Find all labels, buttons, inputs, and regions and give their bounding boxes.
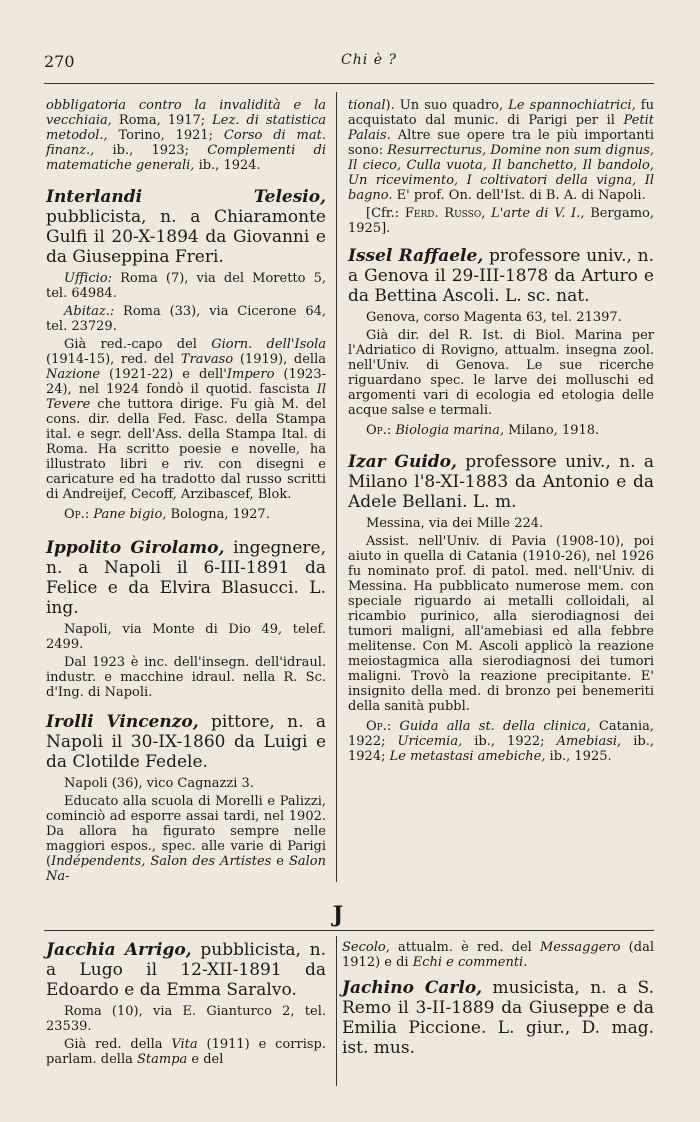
entry-name: Irolli Vincenzo, <box>46 712 199 732</box>
running-head: Chi è ? <box>341 52 397 68</box>
entry-heading: musicista, n. a S. Remo il 3-II-1889 da Giuseppe e da Emilia Piccione. L. giur., D. mag. ist. mus. <box>342 978 654 1058</box>
entry-heading: professore univ., n. a Genova il 29-III-1878 da Arturo e da Bettina Ascoli. L. sc. nat. <box>348 246 655 306</box>
entry-name: Izar Guido, <box>348 452 457 472</box>
continued-entry-text: Secolo, attualm. è red. del Messaggero (dal 1912) e di Echi e commenti. <box>342 940 654 970</box>
entry-interlandi <box>46 187 326 522</box>
entry-jacchia <box>46 940 326 1067</box>
entry-body: Educato alla scuola di Morelli e Palizzi, cominciò ad esporre assai tardi, nel 1902. Da allora ha figurato sempre nelle maggiori espos., spec. alle varie di Parigi (Indépendents, Salon des Artistes e Salon Na- <box>46 794 326 884</box>
entry-jachino <box>342 978 654 1058</box>
entry-name: Issel Raffaele, <box>348 246 484 266</box>
entry-body: Già red. della Vita (1911) e corrisp. parlam. della Stampa e del <box>46 1037 326 1067</box>
entry-address: Napoli (36), vico Cagnazzi 3. <box>64 776 254 791</box>
page-header <box>44 52 654 74</box>
column-left-bottom <box>46 940 326 1067</box>
entry-address: Genova, corso Magenta 63, tel. 21397. <box>366 310 622 325</box>
continued-entry-text: tional). Un suo quadro, Le spannochiatrici, fu acquistato dal munic. di Parigi per il Petit Palais. Altre sue opere tra le più importanti sono: Resurrecturus, Domine non sum dignus, Il cieco, Culla vuota, Il banchetto, Il bandolo, Un ricevimento, I coltivatori della vigna, Il bagno. E' prof. On. dell'Ist. di B. A. di Napoli. <box>348 98 654 203</box>
section-letter: J <box>332 902 344 928</box>
entry-home: Abitaz.: Roma (33), via Cicerone 64, tel. 23729. <box>46 304 326 334</box>
entry-name: Jachino Carlo, <box>342 978 483 998</box>
entry-issel <box>348 246 654 438</box>
entry-body: Già red.-capo del Giorn. dell'Isola (1914-15), red. del Travaso (1919), della Nazione (1921-22) e dell'Impero (1923-24), nel 1924 fondò il quotid. fascista Il Tevere che tuttora dirige. Fu già M. del cons. dir. della Fed. Fasc. della Stampa ital. e segr. dell'Ass. della Stampa Ital. di Roma. Ha scritto poesie e novelle, ha illustrato libri e riv. con disegni e caricature ed ha tradotto dal russo scritti di Andreijef, Cecoff, Arzibascef, Blok. <box>46 337 327 502</box>
entry-ippolito <box>46 538 326 700</box>
entry-reference: [Cfr.: Ferd. Russo, L'arte di V. I., Bergamo, 1925]. <box>348 206 655 236</box>
header-rule <box>44 83 654 84</box>
entry-heading: pubblicista, n. a Lugo il 12-XII-1891 da Edoardo e da Emma Saralvo. <box>46 940 327 1000</box>
column-divider-bottom <box>336 936 337 1086</box>
column-left-top <box>46 98 326 884</box>
entry-office: Ufficio: Roma (7), via del Moretto 5, tel. 64984. <box>46 271 326 301</box>
entry-izar <box>348 452 654 764</box>
entry-irolli <box>46 712 326 884</box>
entry-name: Ippolito Girolamo, <box>46 538 225 558</box>
entry-heading: ingegnere, n. a Napoli il 6-III-1891 da Felice e da Elvira Blasucci. L. ing. <box>46 538 326 618</box>
column-right-bottom <box>342 940 654 1062</box>
entry-heading: pittore, n. a Napoli il 30-IX-1860 da Luigi e da Clotilde Fedele. <box>46 712 326 772</box>
continued-entry-text: obbligatoria contro la invalidità e la vecchiaia, Roma, 1917; Lez. di statistica metodol., Torino, 1921; Corso di mat. finanz., ib., 1923; Complementi di matematiche generali, ib., 1924. <box>46 98 326 173</box>
entry-works: Op.: Pane bigio, Bologna, 1927. <box>64 507 270 522</box>
entry-body: Assist. nell'Univ. di Pavia (1908-10), poi aiuto in quella di Catania (1910-26), nel 1926 fu nominato prof. di patol. med. nell'Univ. di Messina. Ha pubblicato numerose mem. con speciale riguardo ai metalli colloidali, al ricambio purinico, alla sierodiagnosi dei tumori maligni, all'amebiasi ed alla febbre melitense. Con M. Ascoli applicò la reazione meiostagmica alla sierodiagnosi dei tumori maligni. Trovò la reazione precipitante. E' insignito della med. di bronzo pei benemeriti della sanità pubbl. <box>348 534 654 714</box>
column-divider-top <box>336 92 337 882</box>
entry-address: Napoli, via Monte di Dio 49, telef. 2499. <box>46 622 326 652</box>
entry-body: Dal 1923 è inc. dell'insegn. dell'idraul. industr. e macchine idraul. nella R. Sc. d'Ing. di Napoli. <box>46 655 326 700</box>
entry-works: Op.: Biologia marina, Milano, 1918. <box>366 423 600 438</box>
entry-name: Jacchia Arrigo, <box>46 940 192 960</box>
entry-heading: professore univ., n. a Milano l'8-XI-1883 da Antonio e da Adele Bellani. L. m. <box>348 452 654 512</box>
entry-works: Op.: Guida alla st. della clinica, Catania, 1922; Uricemia, ib., 1922; Amebiasi, ib., 1924; Le metastasi amebiche, ib., 1925. <box>348 719 655 764</box>
section-rule <box>44 930 654 931</box>
entry-heading: pubblicista, n. a Chiaramonte Gulfi il 20-X-1894 da Giovanni e da Giuseppina Freri. <box>46 207 326 267</box>
entry-address: Messina, via dei Mille 224. <box>366 516 544 531</box>
column-right-top <box>348 98 654 764</box>
entry-address: Roma (10), via E. Gianturco 2, tel. 23539. <box>46 1004 326 1034</box>
entry-name: Interlandi Telesio, <box>46 187 326 207</box>
page-number: 270 <box>44 52 75 71</box>
entry-body: Già dir. del R. Ist. di Biol. Marina per l'Adriatico di Rovigno, attualm. insegna zool. nell'Univ. di Genova. Le sue ricerche riguardano spec. le larve dei molluschi ed argomenti vari di ecologia ed etologia delle acque salse e termali. <box>348 328 654 418</box>
